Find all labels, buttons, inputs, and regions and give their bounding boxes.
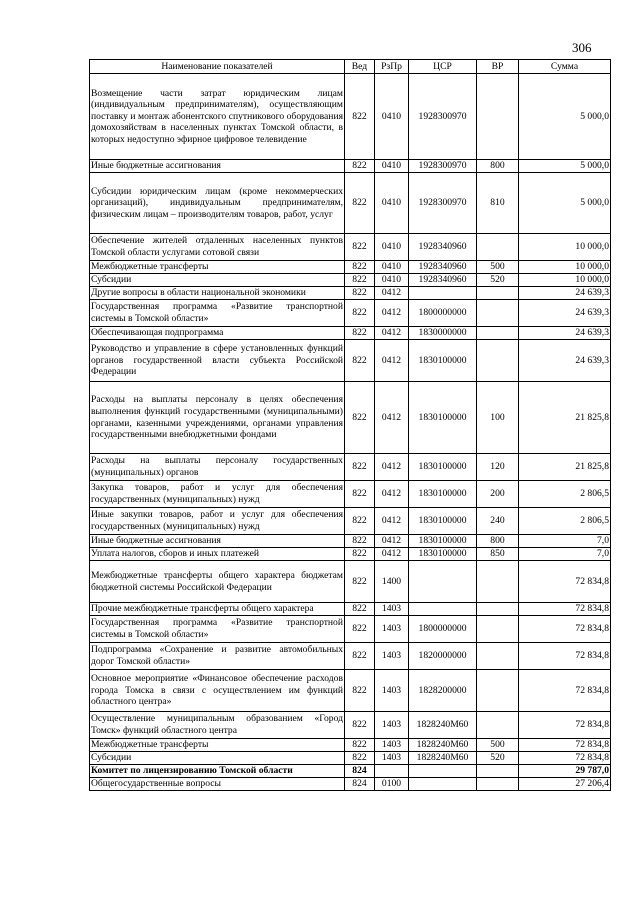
cell-csr: 1830100000 [409,481,477,508]
table-row [90,287,611,300]
cell-sum: 7,0 [519,548,611,561]
cell-ved: 822 [345,603,375,616]
cell-name: Субсидии [90,274,345,287]
table-row [90,670,611,712]
table-row [90,765,611,778]
cell-ved: 822 [345,508,375,535]
cell-ved: 822 [345,261,375,274]
cell-rzpr: 0412 [375,454,409,481]
cell-ved: 822 [345,670,375,712]
cell-vr: 500 [477,739,519,752]
table-row [90,300,611,327]
cell-name: Обеспечивающая подпрограмма [90,327,345,340]
cell-vr: 200 [477,481,519,508]
cell-name: Основное мероприятие «Финансовое обеспечение расходов города Томска в связи с осуществлением им функций областного центра» [90,670,345,712]
cell-csr: 1928300970 [409,160,477,173]
table-header-row [90,60,611,74]
cell-name: Закупка товаров, работ и услуг для обеспечения государственных (муниципальных) нужд [90,481,345,508]
table-row [90,173,611,234]
cell-vr: 500 [477,261,519,274]
table-row [90,561,611,603]
header-ved: Вед [345,60,375,74]
cell-csr: 1820000000 [409,643,477,670]
cell-ved: 822 [345,752,375,765]
cell-sum: 24 639,3 [519,287,611,300]
cell-ved: 822 [345,712,375,739]
cell-sum: 5 000,0 [519,74,611,160]
cell-ved: 822 [345,643,375,670]
table-row [90,603,611,616]
cell-rzpr: 1403 [375,712,409,739]
cell-sum: 2 806,5 [519,481,611,508]
cell-csr: 1800000000 [409,300,477,327]
table-row [90,327,611,340]
cell-csr: 1928340960 [409,234,477,261]
cell-name: Уплата налогов, сборов и иных платежей [90,548,345,561]
cell-sum: 21 825,8 [519,382,611,454]
cell-ved: 822 [345,535,375,548]
cell-ved: 822 [345,160,375,173]
cell-ved: 822 [345,340,375,382]
cell-name: Межбюджетные трансферты [90,739,345,752]
cell-sum: 72 834,8 [519,561,611,603]
cell-name: Межбюджетные трансферты [90,261,345,274]
cell-ved: 822 [345,234,375,261]
cell-rzpr: 0100 [375,778,409,791]
cell-ved: 822 [345,300,375,327]
cell-vr: 100 [477,382,519,454]
cell-vr [477,74,519,160]
cell-vr [477,340,519,382]
cell-csr: 1800000000 [409,616,477,643]
cell-rzpr: 0410 [375,234,409,261]
cell-name: Расходы на выплаты персоналу в целях обеспечения выполнения функций государственными (муниципальными) органами, казенными учреждениями, органами управления государственными внебюджетными фондами [90,382,345,454]
cell-vr [477,670,519,712]
header-sum: Сумма [519,60,611,74]
cell-sum: 24 639,3 [519,300,611,327]
cell-rzpr: 0410 [375,160,409,173]
cell-csr [409,603,477,616]
cell-sum: 10 000,0 [519,261,611,274]
cell-name: Межбюджетные трансферты общего характера бюджетам бюджетной системы Российской Федерации [90,561,345,603]
table-row [90,643,611,670]
cell-csr [409,561,477,603]
cell-name: Государственная программа «Развитие транспортной системы в Томской области» [90,300,345,327]
cell-csr: 1830100000 [409,454,477,481]
cell-csr: 1830100000 [409,340,477,382]
cell-vr [477,643,519,670]
table-row [90,261,611,274]
cell-ved: 822 [345,548,375,561]
cell-name: Осуществление муниципальным образованием «Город Томск» функций областного центра [90,712,345,739]
cell-rzpr: 1403 [375,670,409,712]
cell-rzpr: 0412 [375,287,409,300]
table-row [90,481,611,508]
cell-vr: 850 [477,548,519,561]
cell-ved: 822 [345,327,375,340]
cell-rzpr: 0412 [375,481,409,508]
cell-name: Возмещение части затрат юридическим лицам (индивидуальным предпринимателям), осуществляющим поставку и монтаж абонентского спутникового оборудования домохозяйствам в населенных пунктах Томской области, в которых недоступно эфирное цифровое телевидение [90,74,345,160]
cell-csr: 1928340960 [409,274,477,287]
cell-vr [477,778,519,791]
cell-name: Государственная программа «Развитие транспортной системы в Томской области» [90,616,345,643]
cell-csr: 1828240М60 [409,739,477,752]
cell-name: Обеспечение жителей отдаленных населенных пунктов Томской области услугами сотовой связи [90,234,345,261]
cell-name: Субсидии [90,752,345,765]
cell-ved: 822 [345,287,375,300]
cell-ved: 822 [345,561,375,603]
cell-name: Иные закупки товаров, работ и услуг для обеспечения государственных (муниципальных) нужд [90,508,345,535]
cell-name: Комитет по лицензированию Томской области [90,765,345,778]
table-row [90,274,611,287]
cell-name: Руководство и управление в сфере установленных функций органов государственной власти субъекта Российской Федерации [90,340,345,382]
cell-rzpr: 1403 [375,643,409,670]
table-row [90,712,611,739]
cell-vr: 800 [477,160,519,173]
cell-vr [477,234,519,261]
cell-rzpr: 0412 [375,300,409,327]
cell-rzpr: 1403 [375,616,409,643]
cell-rzpr: 1400 [375,561,409,603]
table-row [90,508,611,535]
cell-sum: 24 639,3 [519,327,611,340]
cell-csr: 1830000000 [409,327,477,340]
header-rzpr: РзПр [375,60,409,74]
cell-vr [477,616,519,643]
cell-ved: 824 [345,765,375,778]
cell-csr [409,765,477,778]
cell-csr: 1830100000 [409,548,477,561]
table-row [90,74,611,160]
cell-vr: 800 [477,535,519,548]
cell-vr: 240 [477,508,519,535]
cell-csr: 1828200000 [409,670,477,712]
page-number: 306 [572,40,592,55]
cell-sum: 5 000,0 [519,173,611,234]
cell-vr: 810 [477,173,519,234]
cell-sum: 72 834,8 [519,712,611,739]
cell-ved: 822 [345,454,375,481]
cell-vr: 120 [477,454,519,481]
cell-csr: 1928300970 [409,173,477,234]
cell-csr: 1928340960 [409,261,477,274]
cell-vr [477,561,519,603]
table-row [90,616,611,643]
cell-sum: 24 639,3 [519,340,611,382]
cell-rzpr [375,765,409,778]
cell-ved: 822 [345,481,375,508]
cell-name: Иные бюджетные ассигнования [90,535,345,548]
cell-rzpr: 0412 [375,535,409,548]
header-csr: ЦСР [409,60,477,74]
cell-sum: 29 787,0 [519,765,611,778]
cell-rzpr: 0412 [375,382,409,454]
cell-ved: 822 [345,74,375,160]
cell-vr [477,603,519,616]
cell-sum: 10 000,0 [519,234,611,261]
table-row [90,548,611,561]
cell-rzpr: 1403 [375,752,409,765]
cell-csr: 1830100000 [409,508,477,535]
cell-name: Другие вопросы в области национальной экономики [90,287,345,300]
header-vr: ВР [477,60,519,74]
cell-ved: 822 [345,274,375,287]
cell-rzpr: 0412 [375,508,409,535]
cell-rzpr: 0412 [375,340,409,382]
cell-vr [477,765,519,778]
cell-csr: 1830100000 [409,535,477,548]
cell-rzpr: 0410 [375,261,409,274]
cell-ved: 824 [345,778,375,791]
cell-rzpr: 0412 [375,327,409,340]
cell-rzpr: 0410 [375,173,409,234]
cell-vr [477,300,519,327]
cell-csr [409,287,477,300]
cell-name: Субсидии юридическим лицам (кроме некоммерческих организаций), индивидуальным предпринимателям, физическим лицам – производителям товаров, работ, услуг [90,173,345,234]
header-name: Наименование показателей [90,60,345,74]
cell-sum: 27 206,4 [519,778,611,791]
cell-sum: 10 000,0 [519,274,611,287]
table-row [90,382,611,454]
cell-vr [477,287,519,300]
cell-ved: 822 [345,173,375,234]
cell-name: Иные бюджетные ассигнования [90,160,345,173]
cell-sum: 21 825,8 [519,454,611,481]
cell-vr: 520 [477,752,519,765]
table-row [90,752,611,765]
cell-name: Прочие межбюджетные трансферты общего характера [90,603,345,616]
cell-sum: 5 000,0 [519,160,611,173]
table-row [90,739,611,752]
table-row [90,778,611,791]
cell-csr: 1928300970 [409,74,477,160]
cell-csr: 1830100000 [409,382,477,454]
cell-sum: 72 834,8 [519,752,611,765]
cell-csr: 1828240М60 [409,712,477,739]
table-row [90,160,611,173]
cell-sum: 72 834,8 [519,670,611,712]
cell-csr: 1828240М60 [409,752,477,765]
cell-sum: 7,0 [519,535,611,548]
budget-table [89,59,611,791]
cell-name: Расходы на выплаты персоналу государственных (муниципальных) органов [90,454,345,481]
cell-csr [409,778,477,791]
cell-vr [477,712,519,739]
cell-sum: 72 834,8 [519,739,611,752]
table-row [90,535,611,548]
cell-rzpr: 0410 [375,74,409,160]
cell-vr [477,327,519,340]
cell-sum: 72 834,8 [519,616,611,643]
cell-name: Общегосударственные вопросы [90,778,345,791]
cell-vr: 520 [477,274,519,287]
table-row [90,234,611,261]
cell-sum: 2 806,5 [519,508,611,535]
cell-rzpr: 0410 [375,274,409,287]
table-row [90,454,611,481]
cell-sum: 72 834,8 [519,603,611,616]
table-body [90,74,611,791]
cell-name: Подпрограмма «Сохранение и развитие автомобильных дорог Томской области» [90,643,345,670]
cell-sum: 72 834,8 [519,643,611,670]
cell-rzpr: 1403 [375,739,409,752]
cell-rzpr: 1403 [375,603,409,616]
table-row [90,340,611,382]
cell-rzpr: 0412 [375,548,409,561]
cell-ved: 822 [345,382,375,454]
cell-ved: 822 [345,616,375,643]
cell-ved: 822 [345,739,375,752]
